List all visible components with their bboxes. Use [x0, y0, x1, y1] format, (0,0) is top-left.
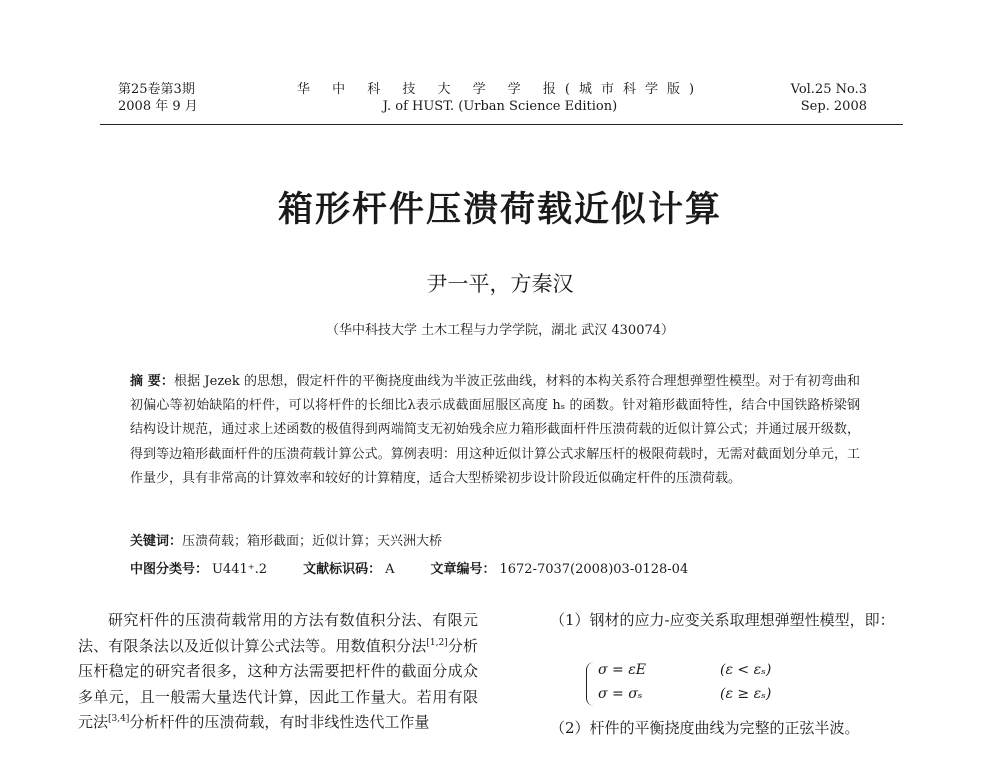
body-right-column	[520, 608, 904, 634]
body-text-2: 分析压杆稳定的研究者很多，这种方法需要把杆件的截面分成众多单元，且一般需大量迭代计算，因此工作量大。若用有限元法	[78, 636, 478, 732]
header-volume: 第25卷第3期	[118, 82, 195, 97]
header-vol-no: Vol.25 No.3	[790, 82, 867, 97]
header-journal	[250, 81, 750, 115]
header-journal-cn: 华 中 科 技 大 学 学 报(城市科学版)	[296, 82, 704, 97]
equation-1-condition: (ε < εₛ)	[720, 662, 772, 678]
equation-2-condition: (ε ≥ εₛ)	[720, 686, 772, 702]
keywords-text: 压溃荷载；箱形截面；近似计算；天兴洲大桥	[182, 534, 443, 549]
doc-code-label: 文献标识码：	[303, 562, 382, 577]
abstract-label: 摘 要：	[130, 374, 174, 389]
citation-2: [3,4]	[108, 714, 130, 725]
body-text-1: 研究杆件的压溃荷载常用的方法有数值积分法、有限元法、有限条法以及近似计算公式法等。用数值积分法	[78, 611, 478, 655]
body-left-column	[78, 608, 478, 736]
equation-brace	[586, 662, 595, 706]
assumption-2-block	[520, 716, 904, 742]
header-month: Sep. 2008	[800, 99, 867, 114]
clc-label: 中图分类号：	[130, 562, 209, 577]
assumption-1: （1）钢材的应力-应变关系取理想弹塑性模型，即：	[550, 611, 895, 629]
classification-line	[130, 558, 692, 577]
equation-1-lhs: σ = εE	[598, 662, 646, 678]
body-paragraph	[78, 608, 478, 736]
header-rule	[100, 124, 903, 125]
header-date: 2008 年 9 月	[118, 99, 198, 114]
citation-1: [1,2]	[426, 637, 448, 648]
assumption-2: （2）杆件的平衡挠度曲线为完整的正弦半波。	[550, 719, 860, 737]
abstract	[130, 370, 860, 491]
article-no-value: 1672-7037(2008)03-0128-04	[499, 562, 689, 577]
header-journal-en: J. of HUST. (Urban Science Edition)	[382, 99, 618, 114]
paper-affiliation: （华中科技大学 土木工程与力学学院，湖北 武汉 430074）	[325, 323, 675, 338]
doc-code-value: A	[385, 562, 395, 577]
article-no-label: 文章编号：	[430, 562, 496, 577]
abstract-text: 根据 Jezek 的思想，假定杆件的平衡挠度曲线为半波正弦曲线，材料的本构关系符合理想弹塑性模型。对于有初弯曲和初偏心等初始缺陷的杆件，可以将杆件的长细比λ表示成截面屈服区高度 hₛ 的函数。针对箱形截面特性，结合中国铁路桥梁钢结构设计规范，通过求上述函数的极值得到两端简支无初始残余应力箱形截面杆件压溃荷载的近似计算公式；并通过展开级数，得到等边箱形截面杆件的压溃荷载计算公式。算例表明：用这种近似计算公式求解压杆的极限荷载时，无需对截面划分单元，工作量少，具有非常高的计算效率和较好的计算精度，适合大型桥梁初步设计阶段近似确定杆件的压溃荷载。	[130, 374, 860, 486]
body-text-3: 分析杆件的压溃荷载，有时非线性迭代工作量	[129, 713, 430, 732]
keywords	[130, 530, 442, 549]
header-volume-issue	[118, 81, 198, 115]
header-vol-en	[791, 81, 867, 115]
clc-value: U441⁺.2	[212, 562, 268, 577]
paper-title: 箱形杆件压溃荷载近似计算	[277, 190, 722, 230]
paper-authors: 尹一平，方秦汉	[426, 272, 574, 296]
keywords-label: 关键词：	[130, 534, 183, 549]
equation-2-lhs: σ = σₛ	[598, 686, 643, 702]
